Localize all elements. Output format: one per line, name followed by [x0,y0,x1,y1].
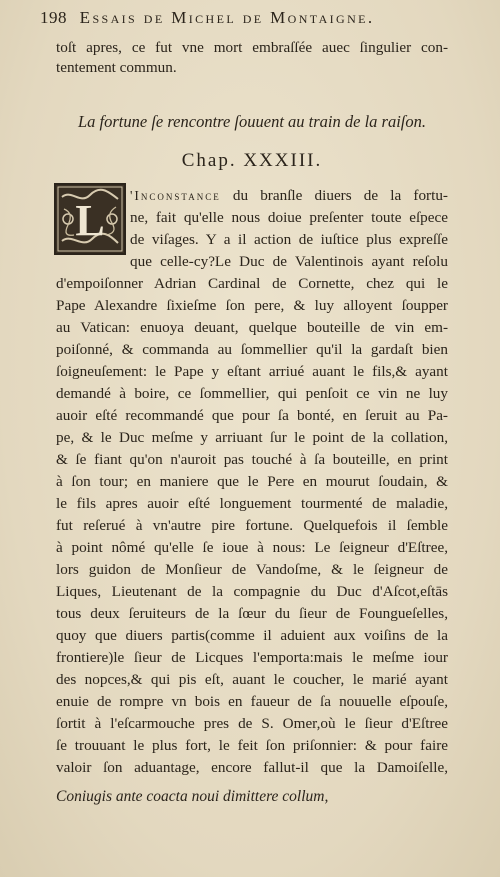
text-line: frontiere)le ſieur de Licques l'emporta:mais le meſme iour [56,649,448,666]
text-line: des nopces,& qui pis eſt, auant le coucher, le marié ayant [56,671,448,688]
first-word: 'Inconstance [130,188,221,203]
text-line: à ſon tour; en maniere que le Pere en mourut ſoudain, & [56,473,448,490]
text-line: pe, & le Duc meſme y arriuant ſur le point de la collation, [56,429,448,446]
text-line [130,186,448,206]
text-line: tentement commun. [56,59,177,76]
text-line: fut reſerué à vn'autre pire fortune. Quelquefois il ſemble [56,517,448,534]
text-line: enuie de rompre vn bois en faueur de ſa nouuelle eſpouſe, [56,693,448,710]
text-line: lors guidon de Monſieur de Vandoſme, & le ſeigneur de [56,561,448,578]
text-line: toſt apres, ce fut vne mort embraſſée auec ſingulier con- [56,39,448,56]
text-line: de viſages. Y a il action de iuſtice plus expreſſe [130,231,448,248]
text-line: Pape Alexandre ſixieſme ſon pere, & luy alloyent ſoupper [56,297,448,314]
text-line: & ſe fiant qu'on n'auroit pas touché à ſa bouteille, en print [56,451,448,468]
text-line: ne, fait qu'elle nous doiue preſenter toute eſpece [130,209,448,226]
text-line: ſortit à l'eſcarmouche pres de S. Omer,où le ſieur d'Eſtree [56,715,448,732]
running-header [40,8,460,34]
latin-quotation: Coniugis ante coacta noui dimittere collum, [56,788,329,805]
text-line: valoir ſon aduantage, encore fallut-il que la Damoiſelle, [56,759,448,776]
text-line: au Vatican: enuoya deuant, quelque bouteille de vin em- [56,319,448,336]
text-line: ſe trouuant le plus fort, le feit ſon priſonnier: & pour faire [56,737,448,754]
ornament-icon [54,183,126,255]
text-line: auoir eſté recommandé que pour ſa bonté, en ſeruit au Pa- [56,407,448,424]
text-line: demandé à boire, ce ſommellier, qui penſoit ce vin ne luy [56,385,448,402]
decorated-initial [54,183,126,255]
text-line: d'empoiſonner Adrian Cardinal de Cornette, chez qui le [56,275,448,292]
chapter-title: La fortune ſe rencontre ſouuent au train de la raiſon. [78,112,426,131]
chapter-number: Chap. XXXIII. [181,150,323,171]
text-line: poiſonné, & commanda au ſommellier qu'il la gardaſt bien [56,341,448,358]
running-title: Essais de Michel de Montaigne. [79,8,375,27]
text-line: tous deux ſeruiteurs de la ſœur du ſieur de Foungueſelles, [56,605,448,622]
svg-text:L: L [75,196,105,245]
text-line: à point nômé qu'elle ſe ioue à nous: Le ſeigneur d'Eſtree, [56,539,448,556]
first-line-rest: du branſle diuers de la fortu- [232,187,448,204]
text-line: quoy que diuers partis(comme il aduient aux voiſins de la [56,627,448,644]
text-line: ſoigneuſement: le Pape y eſtant arriué auant le fils,& ayant [56,363,448,380]
text-line: Liques, Lieutenant de la compagnie du Duc d'Aſcot,eſtās [56,583,448,600]
text-line: que celle-cy?Le Duc de Valentinois ayant reſolu [130,253,448,270]
page-number: 198 [40,8,67,27]
text-line: le fils apres auoir eſté longuement tourmenté de maladie, [56,495,448,512]
